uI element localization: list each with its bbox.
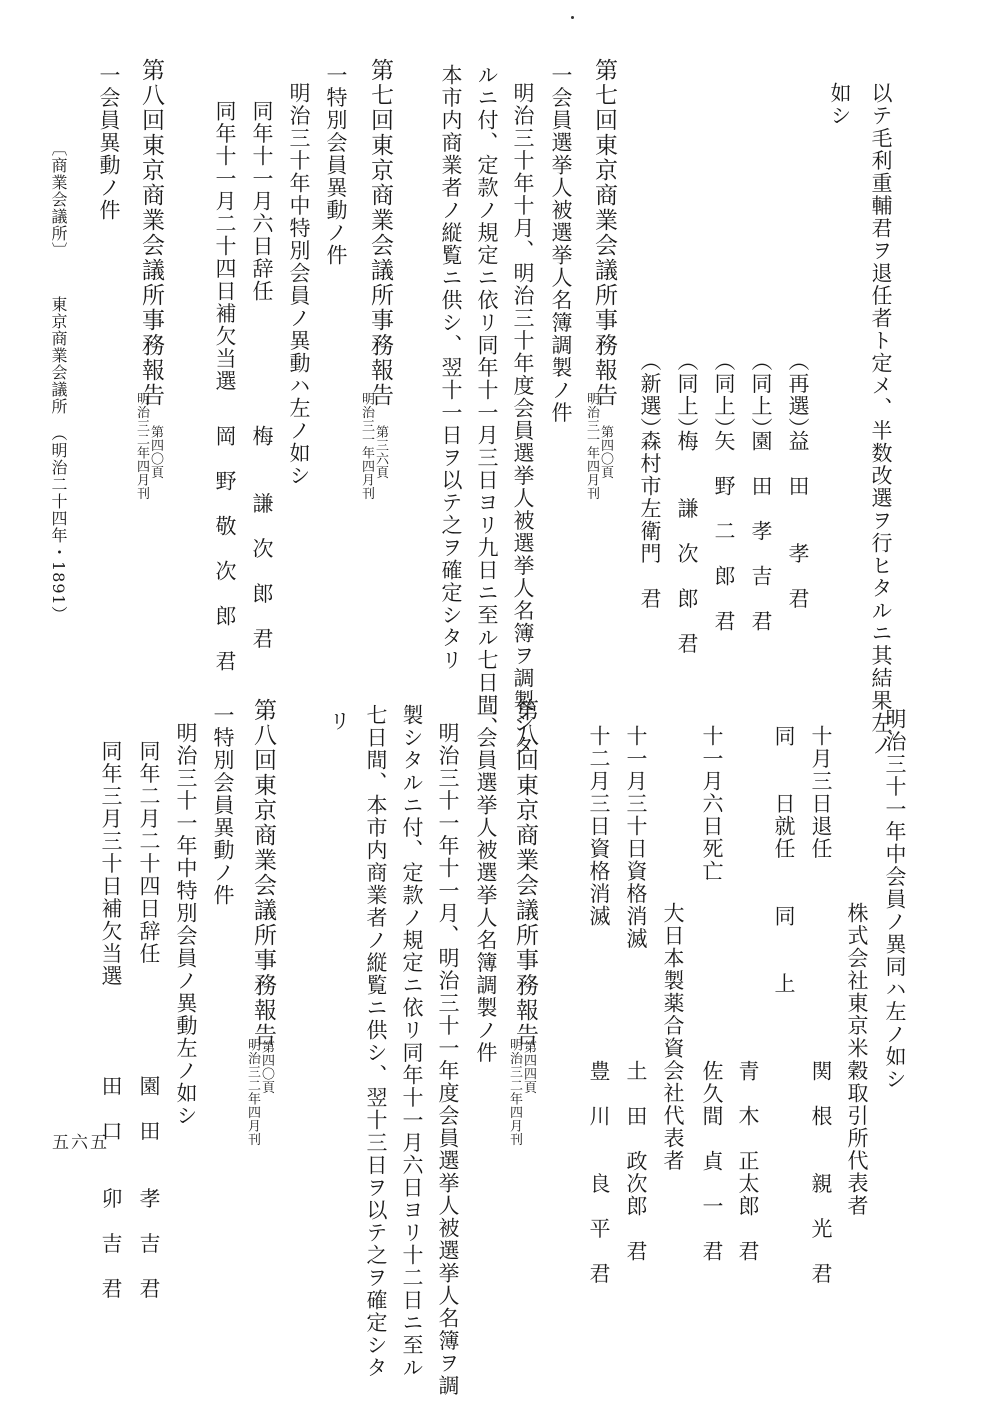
- report-paragraph: リ: [327, 710, 351, 733]
- election-note: （新選）: [638, 350, 662, 440]
- election-name: 梅 謙 次 郎 君: [675, 430, 699, 655]
- election-note: （再選）: [786, 350, 810, 440]
- section-intro: 明治三十一年中会員ノ異同ハ左ノ如シ: [883, 708, 907, 1091]
- member-change-date: 十二月三日資格消滅: [587, 725, 611, 928]
- report-paragraph: 製シタルニ付、定款ノ規定ニ依リ同年十一月六日ヨリ十二日ニ至ル: [400, 704, 424, 1379]
- report-title: 第八回東京商業会議所事務報告: [138, 58, 164, 408]
- report-source-date: 明治三二年四月刊: [506, 1038, 522, 1146]
- report-item: 一会員選挙人被選挙人名簿調製ノ件: [549, 64, 573, 424]
- report-paragraph: ルニ付、定款ノ規定ニ依リ同年十一月三日ヨリ九日ニ至ル七日間、: [475, 64, 499, 739]
- report-item: 一会員異動ノ件: [97, 64, 121, 222]
- report-title: 第七回東京商業会議所事務報告: [591, 58, 617, 408]
- continuation-line: 以テ毛利重輔君ヲ退任者ト定メ、半数改選ヲ行ヒタルニ其結果左ノ: [869, 82, 893, 757]
- change-date: 同年十一月六日辞任: [250, 100, 274, 303]
- report-title: 第八回東京商業会議所事務報告: [512, 698, 538, 1048]
- member-change-date: 同 日就任: [772, 725, 796, 860]
- report-source-page: 第三六頁: [372, 425, 388, 479]
- member-name: 青 木 正太郎 君: [736, 1060, 760, 1263]
- report-item: 一会員選挙人被選挙人名簿調製ノ件: [474, 704, 498, 1064]
- change-name: 田 口 卯 吉 君: [99, 1075, 123, 1300]
- member-name: 佐久間 貞 一 君: [700, 1060, 724, 1263]
- election-note: （同上）: [749, 350, 773, 440]
- member-affiliation: 同 上: [772, 905, 796, 995]
- election-note: （同上）: [675, 350, 699, 440]
- election-name: 森村市左衛門 君: [638, 430, 662, 610]
- change-date: 同年十一月二十四日補欠当選: [213, 100, 237, 393]
- report-source-date: 明治三二年四月刊: [244, 1038, 260, 1146]
- election-name: 益 田 孝 君: [786, 430, 810, 610]
- election-note: （同上）: [712, 350, 736, 440]
- member-change-date: 十一月六日死亡: [700, 725, 724, 883]
- report-title: 第七回東京商業会議所事務報告: [367, 58, 393, 408]
- report-source-page: 第四〇頁: [258, 1040, 274, 1094]
- change-name: 岡 野 敬 次 郎 君: [213, 425, 237, 673]
- member-affiliation: 大日本製薬合資会社代表者: [661, 902, 685, 1172]
- ink-speck: [571, 16, 574, 19]
- member-affiliation: 株式会社東京米穀取引所代表者: [845, 902, 869, 1217]
- report-source-page: 第四〇頁: [147, 425, 163, 479]
- change-date: 同年三月三十日補欠当選: [99, 740, 123, 988]
- report-source-date: 明治三一年四月刊: [358, 392, 374, 500]
- footer-org: 東京商業会議所: [49, 296, 68, 415]
- footer-label: 〔商業会議所〕: [49, 140, 68, 259]
- election-name: 園 田 孝 吉 君: [749, 430, 773, 633]
- page-number: 五六五: [52, 1133, 109, 1153]
- report-source-date: 明治三一年四月刊: [583, 392, 599, 500]
- member-name: 関 根 親 光 君: [809, 1060, 833, 1285]
- report-source-date: 明治三二年四月刊: [133, 392, 149, 500]
- change-name: 園 田 孝 吉 君: [137, 1075, 161, 1300]
- member-change-date: 十一月三十日資格消滅: [624, 725, 648, 950]
- report-title: 第八回東京商業会議所事務報告: [250, 698, 276, 1048]
- report-source-page: 第四四頁: [520, 1040, 536, 1094]
- election-name: 矢 野 二 郎 君: [712, 430, 736, 633]
- report-paragraph: 七日間、本市内商業者ノ縦覧ニ供シ、翌十三日ヲ以テ之ヲ確定シタ: [364, 704, 388, 1379]
- member-name: 豊 川 良 平 君: [587, 1060, 611, 1285]
- report-source-page: 第四〇頁: [597, 425, 613, 479]
- report-item: 一特別会員異動ノ件: [324, 64, 348, 267]
- report-paragraph: 明治三十一年十一月、明治三十一年度会員選挙人被選挙人名簿ヲ調: [436, 722, 460, 1397]
- change-name: 梅 謙 次 郎 君: [250, 425, 274, 650]
- report-item: 一特別会員異動ノ件: [211, 704, 235, 907]
- report-paragraph: 明治三十年中特別会員ノ異動ハ左ノ如シ: [287, 82, 311, 487]
- member-change-date: 十月三日退任: [809, 725, 833, 860]
- member-name: 土 田 政次郎 君: [624, 1060, 648, 1263]
- footer-date: （明治二十四年・1891）: [49, 425, 68, 623]
- change-date: 同年二月二十四日辞任: [137, 740, 161, 965]
- report-paragraph: 明治三十一年中特別会員ノ異動左ノ如シ: [174, 722, 198, 1127]
- report-paragraph: 明治三十年十月、明治三十年度会員選挙人被選挙人名簿ヲ調製シタ: [511, 82, 535, 757]
- continuation-line: 如シ: [828, 82, 852, 127]
- report-paragraph: 本市内商業者ノ縦覧ニ供シ、翌十一日ヲ以テ之ヲ確定シタリ: [439, 64, 463, 672]
